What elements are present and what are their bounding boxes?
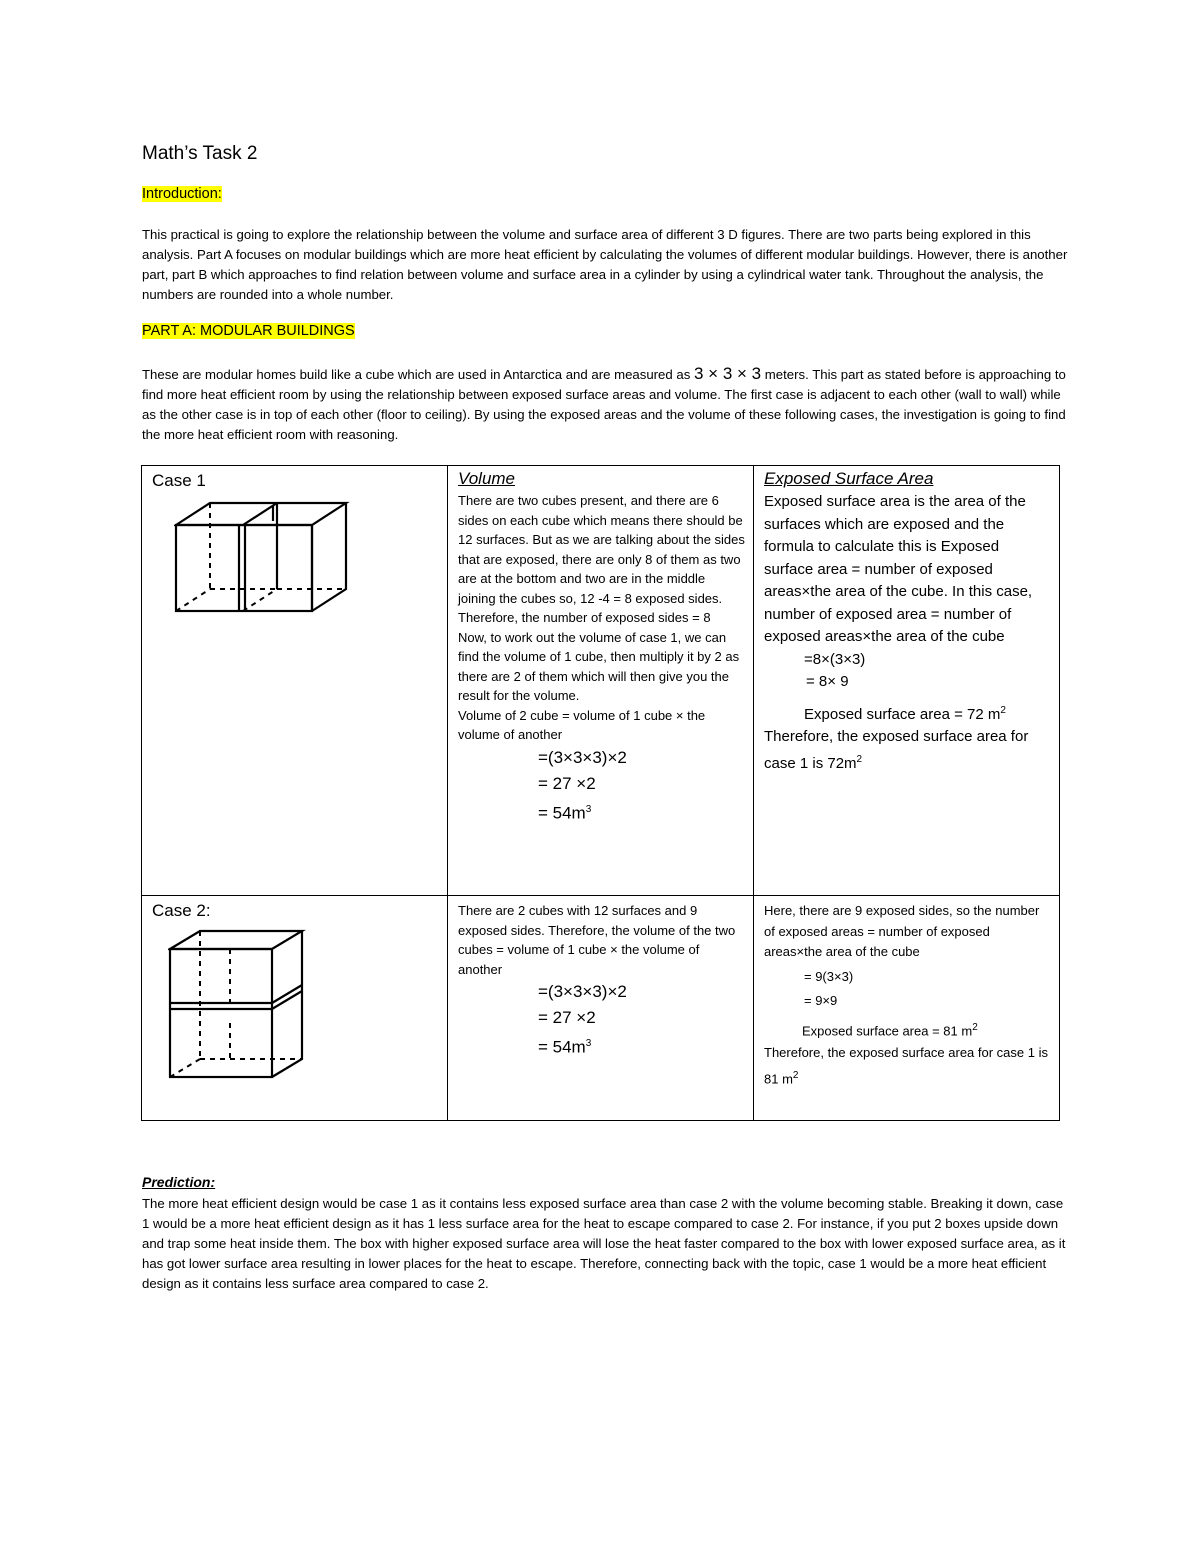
case1-label: Case 1 xyxy=(152,471,206,490)
case2-esa-cell xyxy=(754,896,1060,1121)
case2-esa-conclusion-exponent: 2 xyxy=(792,1070,799,1082)
case1-volume-cell xyxy=(448,466,754,896)
part-a-dimensions: 3 × 3 × 3 xyxy=(694,364,762,383)
case1-volume-calc3 xyxy=(458,797,745,827)
prediction-paragraph: The more heat efficient design would be case 1 as it contains less exposed surface area than case 2 with the volume becoming stable. Breaking it down, case 1 would be a more heat efficient design as it has 1 less surface area for the heat to escape compared to case 2. For instance, if you put 2 boxes upside down and trap some heat inside them. The box with higher exposed surface area will lose the heat faster compared to the box with lower exposed surface area, as it has got lower surface area resulting in lower places for the heat to escape. Therefore, connecting back with the topic, case 1 would be a more heat efficient design as it contains less surface area compared to case 2. xyxy=(142,1196,1066,1291)
case1-esa-result-exponent: 2 xyxy=(1000,704,1006,716)
case2-label: Case 2: xyxy=(152,901,211,920)
case1-volume-text3: Volume of 2 cube = volume of 1 cube × the volume of another xyxy=(458,707,706,742)
part-a-text-before: These are modular homes build like a cube which are used in Antarctica and are measured as xyxy=(142,367,691,382)
case2-stacked-cubes-figure xyxy=(168,929,328,1079)
case2-volume-calc3 xyxy=(458,1031,745,1061)
table-row-case1 xyxy=(142,466,1060,896)
case2-esa-result-text: Exposed surface area = 81 m xyxy=(802,1022,973,1038)
case2-esa-calc2: = 9×9 xyxy=(804,993,838,1008)
intro-paragraph: This practical is going to explore the relationship between the volume and surface area of different 3 D figures. There are two parts being explored in this analysis. Part A focuses on modular buildings which are more heat efficient by calculating the volumes of different modular buildings. However, there is another part, part B which approaches to find relation between volume and surface area in a cylinder by using a cylindrical water tank. Throughout the analysis, the numbers are rounded into a whole number. xyxy=(142,227,1068,302)
case2-esa-text: Here, there are 9 exposed sides, so the number of exposed areas = number of exposed areas×the area of the cube xyxy=(764,903,1040,959)
page-title: Math’s Task 2 xyxy=(142,143,258,164)
part-a-paragraph xyxy=(142,364,1072,445)
case2-label-cell xyxy=(142,896,448,1121)
part-a-text-after: meters. This part as stated before is approaching to find more heat efficient room by using the relationship between exposed surface areas and volume. The first case is adjacent to each other (wall to wall) while as the other case is in top of each other (floor to ceiling). By using the exposed areas and the volume of these following cases, the investigation is going to find the more heat efficient room with reasoning. xyxy=(142,367,1066,442)
case2-volume-result: = 54m xyxy=(538,1037,586,1057)
prediction-heading: Prediction: xyxy=(142,1174,216,1190)
part-a-heading xyxy=(142,323,355,339)
case1-esa-calc2: = 8× 9 xyxy=(806,673,849,690)
case1-volume-calc2: = 27 ×2 xyxy=(538,773,596,793)
volume-heading: Volume xyxy=(458,469,516,488)
case1-volume-exponent: 3 xyxy=(585,803,592,815)
esa-heading: Exposed Surface Area xyxy=(764,469,934,488)
case2-esa-result xyxy=(764,1018,1051,1042)
case2-esa-conclusion xyxy=(764,1041,1051,1090)
case2-esa-calc1: = 9(3×3) xyxy=(804,968,854,984)
case1-esa-conclusion-exponent: 2 xyxy=(856,753,863,765)
intro-heading-text: Introduction: xyxy=(142,186,222,202)
case1-esa-conclusion xyxy=(764,726,1051,775)
case1-esa-conclusion-text: Therefore, the exposed surface area for case 1 is 72m xyxy=(764,728,1029,772)
intro-heading xyxy=(142,186,222,202)
case2-esa-result-exponent: 2 xyxy=(972,1021,978,1033)
part-a-heading-text: PART A: MODULAR BUILDINGS xyxy=(142,323,355,339)
case1-esa-cell xyxy=(754,466,1060,896)
case2-volume-calc2: = 27 ×2 xyxy=(538,1008,596,1027)
table-row-case2 xyxy=(142,896,1060,1121)
case2-volume-cell xyxy=(448,896,754,1121)
case1-volume-result: = 54m xyxy=(538,803,586,823)
case1-volume-text: There are two cubes present, and there are 6 sides on each cube which means there should be 12 surfaces. But as we are talking about the sides that are exposed, there are only 8 of them as two are at the bottom and two are in the middle joining the cubes so, 12 -4 = 8 exposed sides. Therefore, the number of exposed sides = 8 xyxy=(458,493,745,625)
case2-volume-text: There are 2 cubes with 12 surfaces and 9 exposed sides. Therefore, the volume of the two cubes = volume of 1 cube × the volume of another xyxy=(458,903,736,977)
case1-volume-calc1: =(3×3×3)×2 xyxy=(538,747,627,767)
case2-volume-exponent: 3 xyxy=(585,1038,592,1049)
case1-esa-text: Exposed surface area is the area of the surfaces which are exposed and the formula to calculate this is Exposed surface area = number of exposed areas×the area of the cube. In this case, number of exposed area = number of exposed areas×the area of the cube xyxy=(764,493,1033,645)
case2-volume-calc1: =(3×3×3)×2 xyxy=(538,982,627,1001)
case1-volume-text2: Now, to work out the volume of case 1, we can find the volume of 1 cube, then multiply it by 2 as there are 2 of them which will then give you the result for the volume. xyxy=(458,629,740,703)
case2-esa-conclusion-text: Therefore, the exposed surface area for case 1 is 81 m xyxy=(764,1045,1048,1087)
case1-side-by-side-cubes-figure xyxy=(174,501,374,613)
cases-table xyxy=(141,465,1060,1121)
case1-label-cell xyxy=(142,466,448,896)
case1-esa-result xyxy=(764,700,1051,727)
case1-esa-result-text: Exposed surface area = 72 m xyxy=(804,705,1001,723)
case1-esa-calc1: =8×(3×3) xyxy=(804,650,866,668)
